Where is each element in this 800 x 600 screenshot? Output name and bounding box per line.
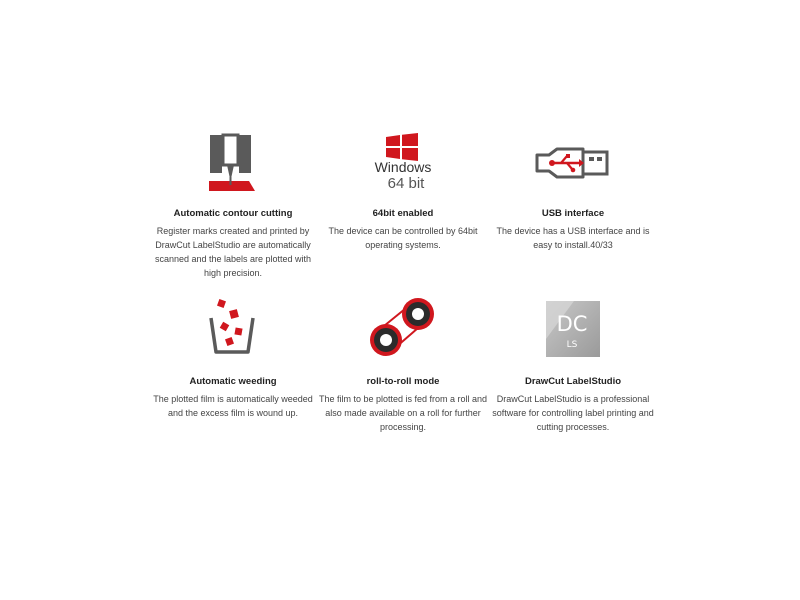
feature-description: Register marks created and printed by DrawCut LabelStudio are automatically scanned and the labels are plotted with high precision. (154, 226, 312, 278)
feature-64bit (318, 128, 488, 288)
usb-icon (488, 132, 658, 194)
logo-sub-text: LS (566, 340, 578, 350)
feature-description: The device has a USB interface and is easy to install.40/33 (496, 226, 650, 250)
windows-logo-bits: 64 bit (387, 175, 425, 192)
feature-description: The plotted film is automatically weeded and the excess film is wound up. (153, 394, 313, 418)
feature-drawcut-labelstudio (488, 296, 658, 436)
feature-weeding (148, 296, 318, 436)
logo-main-text: DC (556, 312, 588, 336)
roll-to-roll-icon (318, 296, 488, 358)
contour-cutting-icon (148, 132, 318, 194)
feature-description: The device can be controlled by 64bit operating systems. (328, 226, 478, 250)
feature-description: DrawCut LabelStudio is a professional software for controlling label printing and cutting processes. (492, 394, 654, 432)
feature-usb (488, 128, 658, 288)
feature-contour-cutting (148, 128, 318, 288)
windows-logo-icon (318, 130, 488, 192)
feature-title: Automatic contour cutting (173, 208, 293, 219)
feature-title: roll-to-roll mode (366, 376, 440, 387)
windows-logo-word: Windows (374, 159, 432, 175)
weeding-bin-icon (148, 296, 318, 358)
feature-title: DrawCut LabelStudio (524, 376, 622, 387)
feature-title: USB interface (541, 208, 605, 219)
feature-roll-to-roll (318, 296, 488, 436)
feature-description: The film to be plotted is fed from a roll and also made available on a roll for further processing. (318, 394, 488, 432)
feature-title: 64bit enabled (372, 208, 434, 219)
drawcut-labelstudio-logo-icon (488, 298, 658, 360)
feature-title: Automatic weeding (189, 376, 277, 387)
